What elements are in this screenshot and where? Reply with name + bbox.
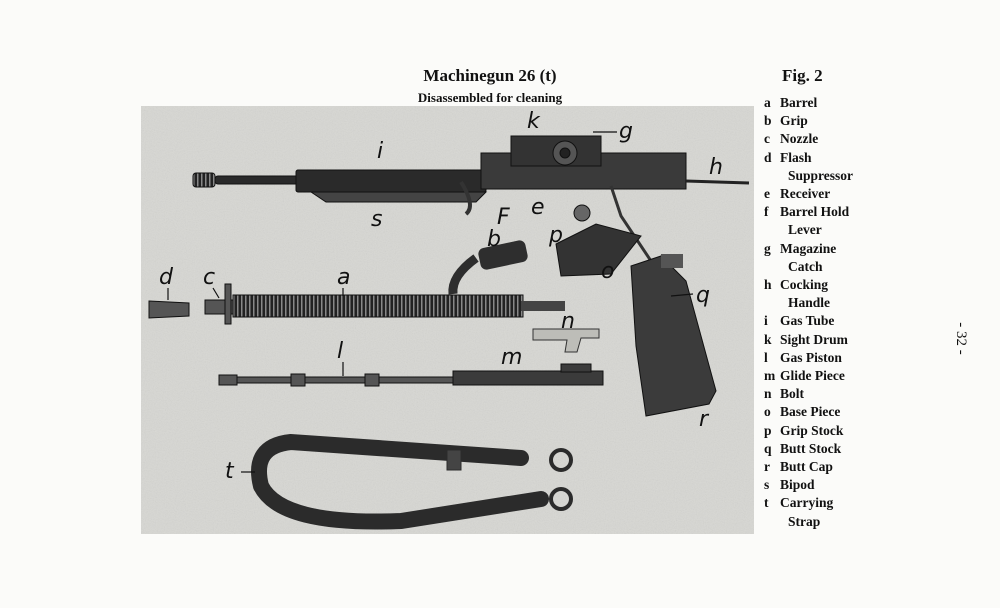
letter-l: l — [337, 339, 344, 364]
letter-t: t — [225, 459, 234, 484]
legend-item — [764, 130, 894, 148]
letter-c: c — [203, 265, 216, 290]
legend-key: n — [764, 386, 772, 402]
legend-label: Bipod — [780, 477, 815, 493]
legend-item — [764, 385, 894, 403]
legend-label: Barrel — [780, 95, 818, 110]
legend-item — [764, 112, 894, 130]
legend-label: Sight Drum — [780, 331, 848, 347]
legend-item — [764, 440, 894, 458]
legend-key: t — [764, 495, 769, 511]
legend-label: Butt Stock — [780, 440, 842, 456]
figure-label: Fig. 2 — [782, 66, 823, 85]
legend-continuation: Lever — [788, 222, 822, 238]
letter-a: a — [337, 265, 351, 290]
legend-label: Magazine — [780, 240, 837, 256]
letter-r: r — [699, 407, 709, 432]
letter-i: i — [377, 139, 384, 164]
legend-key: m — [764, 368, 776, 384]
legend-key: r — [764, 459, 770, 475]
figure-title: Machinegun 26 (t) — [423, 66, 557, 85]
legend-label: Nozzle — [780, 131, 819, 147]
legend-label: Gas Piston — [780, 349, 842, 365]
legend-label: Bolt — [780, 386, 805, 402]
legend-key: a — [764, 95, 771, 110]
legend-item — [764, 276, 894, 294]
legend-key: h — [764, 277, 772, 293]
parts-legend — [764, 94, 894, 531]
legend-continuation: Catch — [788, 258, 823, 274]
legend-label: Cocking — [780, 277, 829, 293]
legend-label: Gas Tube — [780, 313, 835, 329]
letter-g: g — [619, 119, 633, 144]
disassembled-machinegun-photo — [141, 106, 754, 534]
legend-key: b — [764, 113, 772, 129]
legend-continuation: Strap — [788, 513, 821, 529]
barrel — [233, 295, 565, 317]
letter-k: k — [527, 109, 540, 134]
legend-item — [764, 185, 894, 203]
letter-n: n — [561, 309, 575, 334]
legend-item — [764, 94, 894, 112]
figure-subtitle: Disassembled for cleaning — [417, 90, 563, 105]
page-number: - 32 - — [952, 322, 969, 355]
legend-label: Grip — [780, 113, 808, 129]
legend-key: p — [764, 422, 772, 438]
legend-key: q — [764, 440, 772, 456]
legend-item — [764, 494, 894, 512]
letter-f: F — [497, 205, 510, 230]
letter-s: s — [371, 207, 383, 232]
legend-key: c — [764, 131, 770, 147]
letter-b: b — [487, 227, 501, 252]
legend-item — [764, 331, 894, 349]
legend-key: f — [764, 204, 769, 220]
legend-key: i — [764, 313, 768, 329]
legend-item — [764, 240, 894, 258]
legend-label: Receiver — [780, 186, 831, 202]
legend-label: Carrying — [780, 495, 834, 511]
legend-key: o — [764, 404, 771, 420]
flash-suppressor — [149, 301, 189, 318]
legend-key: s — [764, 477, 770, 493]
legend-label: Base Piece — [780, 404, 841, 420]
legend-label: Barrel Hold — [780, 204, 850, 220]
legend-key: l — [764, 349, 768, 365]
letter-d: d — [159, 265, 173, 290]
letter-p: p — [549, 223, 563, 248]
legend-item — [764, 367, 894, 385]
legend-item — [764, 458, 894, 476]
letter-e: e — [531, 195, 545, 220]
legend-item — [764, 476, 894, 494]
legend-item — [764, 422, 894, 440]
legend-label: Grip Stock — [780, 422, 844, 438]
legend-item — [764, 349, 894, 367]
legend-key: g — [764, 240, 771, 256]
legend-item — [764, 149, 894, 167]
legend-key: e — [764, 186, 770, 202]
letter-o: o — [601, 259, 615, 284]
legend-item — [764, 312, 894, 330]
legend-key: d — [764, 149, 772, 165]
legend-item — [764, 403, 894, 421]
letter-m: m — [501, 345, 523, 370]
letter-h: h — [709, 155, 723, 180]
letter-q: q — [696, 283, 710, 308]
legend-continuation: Suppressor — [788, 167, 854, 183]
legend-item — [764, 203, 894, 221]
legend-key: k — [764, 331, 772, 347]
legend-label: Glide Piece — [780, 368, 845, 384]
legend-continuation: Handle — [788, 295, 831, 311]
legend-label: Butt Cap — [780, 459, 833, 475]
legend-label: Flash — [780, 149, 812, 165]
